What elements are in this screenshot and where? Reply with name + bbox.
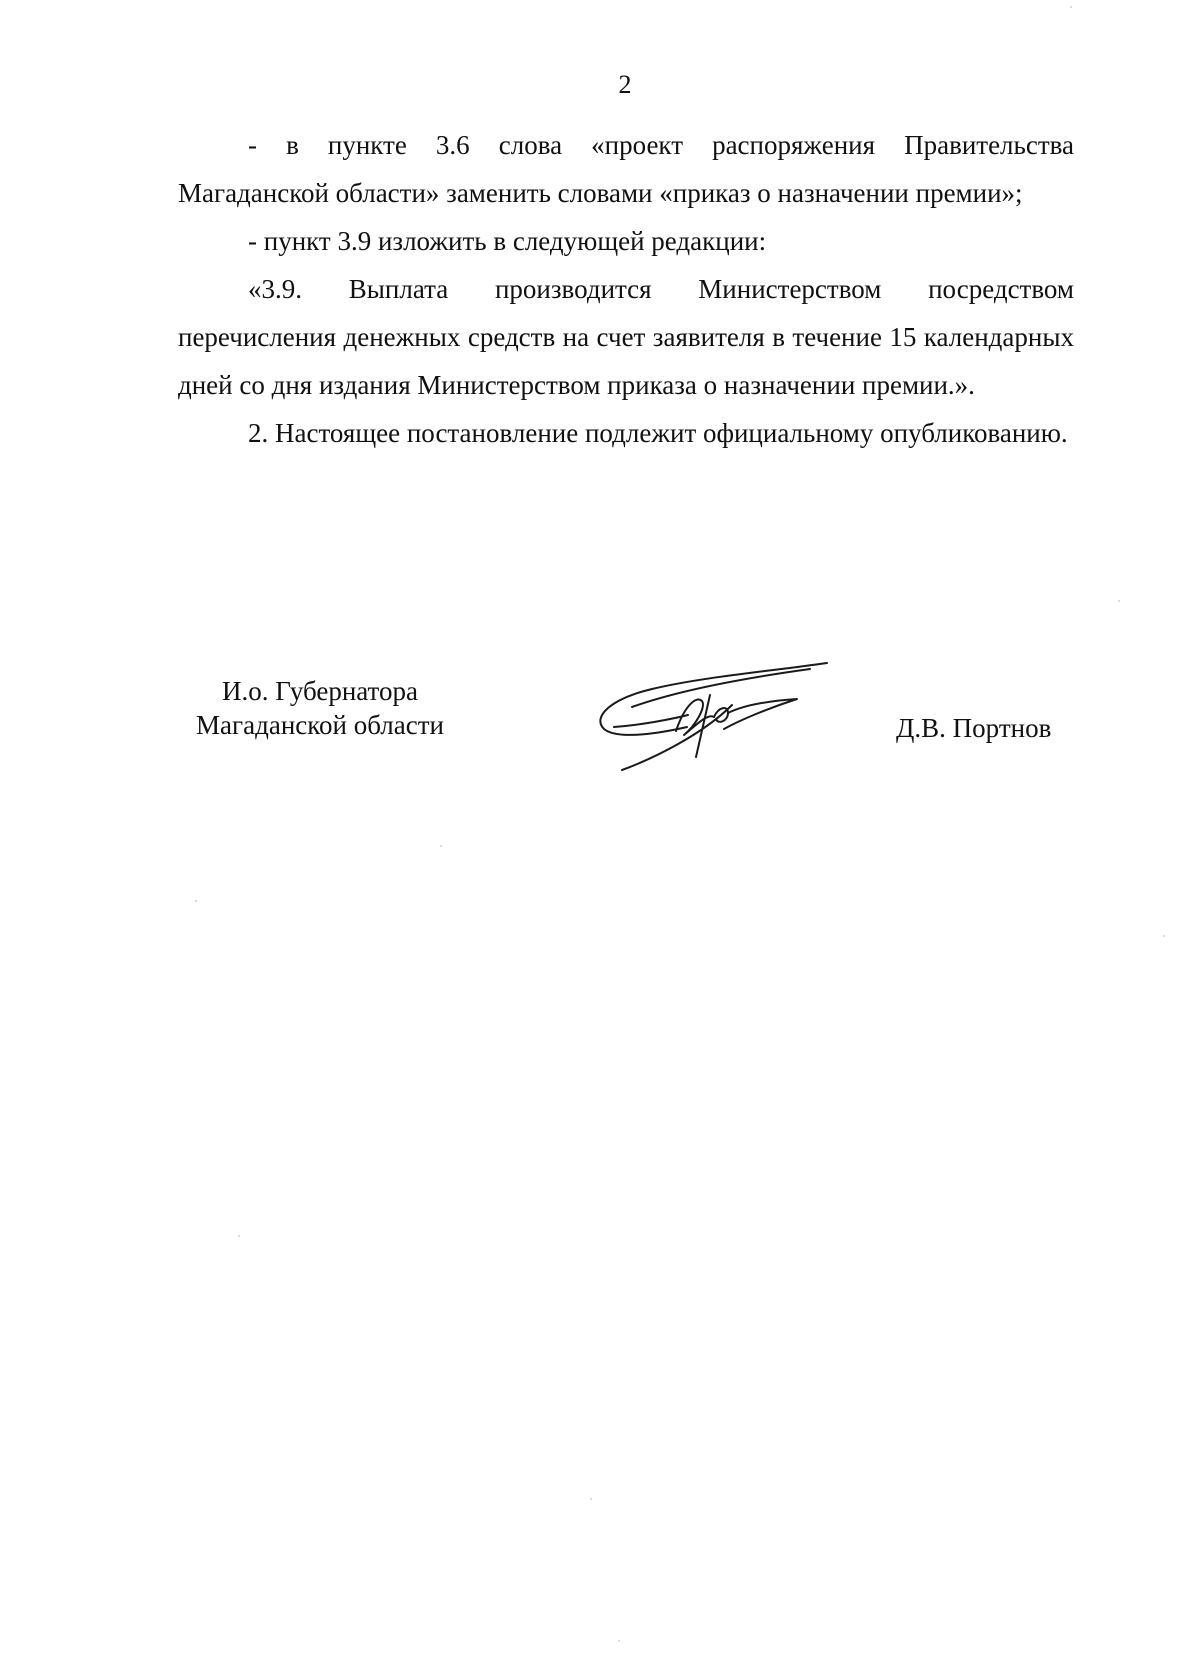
- signatory-title-line-2: Магаданской области: [196, 710, 444, 740]
- page-number: 2: [618, 70, 632, 99]
- paragraph-amendment-3-9-intro: - пункт 3.9 изложить в следующей редакции:: [248, 226, 767, 256]
- paragraph-publication-clause: 2. Настоящее постановление подлежит официальному опубликованию.: [248, 418, 1068, 448]
- document-body: [178, 121, 1074, 457]
- paragraph-clause-3-9-text: «3.9. Выплата производится Министерством посредством перечисления денежных средств на счет заявителя в течение 15 календарных дней со дня издания Министерством приказа о назначении премии.».: [178, 274, 1074, 400]
- paragraph-amendment-3-6: - в пункте 3.6 слова «проект распоряжения Правительства Магаданской области» заменить словами «приказ о назначении премии»;: [178, 130, 1074, 208]
- signatory-title-line-1: И.о. Губернатора: [221, 676, 418, 706]
- handwritten-signature: [592, 655, 840, 785]
- signatory-title: [170, 674, 470, 742]
- signer-name: Д.В. Портнов: [896, 713, 1052, 743]
